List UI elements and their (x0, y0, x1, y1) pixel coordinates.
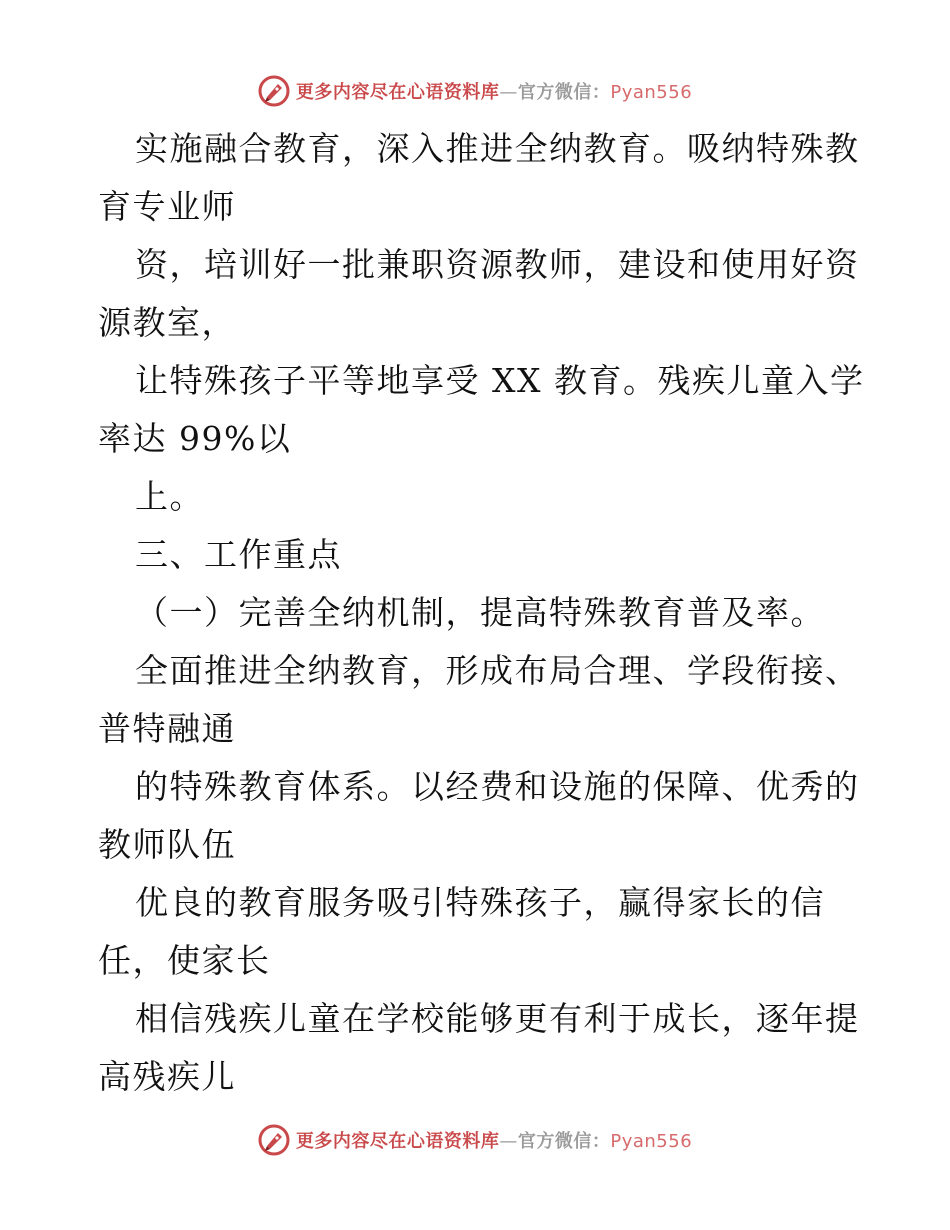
banner-text (296, 78, 692, 104)
document-body (98, 120, 865, 1106)
text-line: 高残疾儿 (98, 1057, 236, 1096)
text-line: 让特殊孩子平等地享受 XX 教育。残疾儿童入学 (135, 361, 865, 400)
banner-text (296, 1127, 692, 1153)
pen-nib-logo-icon (258, 75, 290, 107)
pen-nib-logo-icon (258, 1124, 290, 1156)
text-line: 资，培训好一批兼职资源教师，建设和使用好资 (135, 245, 860, 284)
header-banner (0, 71, 950, 111)
banner-wechat-id: Pyan556 (610, 82, 693, 103)
banner-brand: 更多内容尽在心语资料库 (295, 82, 500, 103)
text-line: 的特殊教育体系。以经费和设施的保障、优秀的 (135, 767, 860, 806)
text-line: （一）完善全纳机制，提高特殊教育普及率。 (135, 593, 825, 632)
header-banner-content (258, 75, 692, 107)
text-line: 源教室， (98, 303, 236, 342)
footer-banner (0, 1120, 950, 1160)
banner-wechat-label: 官方微信： (517, 82, 611, 103)
text-line: 三、工作重点 (135, 535, 342, 574)
text-line: 优良的教育服务吸引特殊孩子，赢得家长的信 (135, 883, 825, 922)
text-line: 实施融合教育，深入推进全纳教育。吸纳特殊教 (135, 129, 860, 168)
text-line: 普特融通 (98, 709, 236, 748)
banner-separator: — (499, 1131, 518, 1152)
banner-wechat-id: Pyan556 (610, 1131, 693, 1152)
text-line: 任，使家长 (98, 941, 271, 980)
banner-brand: 更多内容尽在心语资料库 (295, 1131, 500, 1152)
text-line: 教师队伍 (98, 825, 236, 864)
text-line: 育专业师 (98, 187, 236, 226)
text-line: 全面推进全纳教育，形成布局合理、学段衔接、 (135, 651, 860, 690)
text-line: 上。 (135, 477, 204, 516)
footer-banner-content (258, 1124, 692, 1156)
text-line: 相信残疾儿童在学校能够更有利于成长，逐年提 (135, 999, 860, 1038)
banner-wechat-label: 官方微信： (517, 1131, 611, 1152)
text-line: 率达 99%以 (98, 419, 292, 458)
banner-separator: — (499, 82, 518, 103)
